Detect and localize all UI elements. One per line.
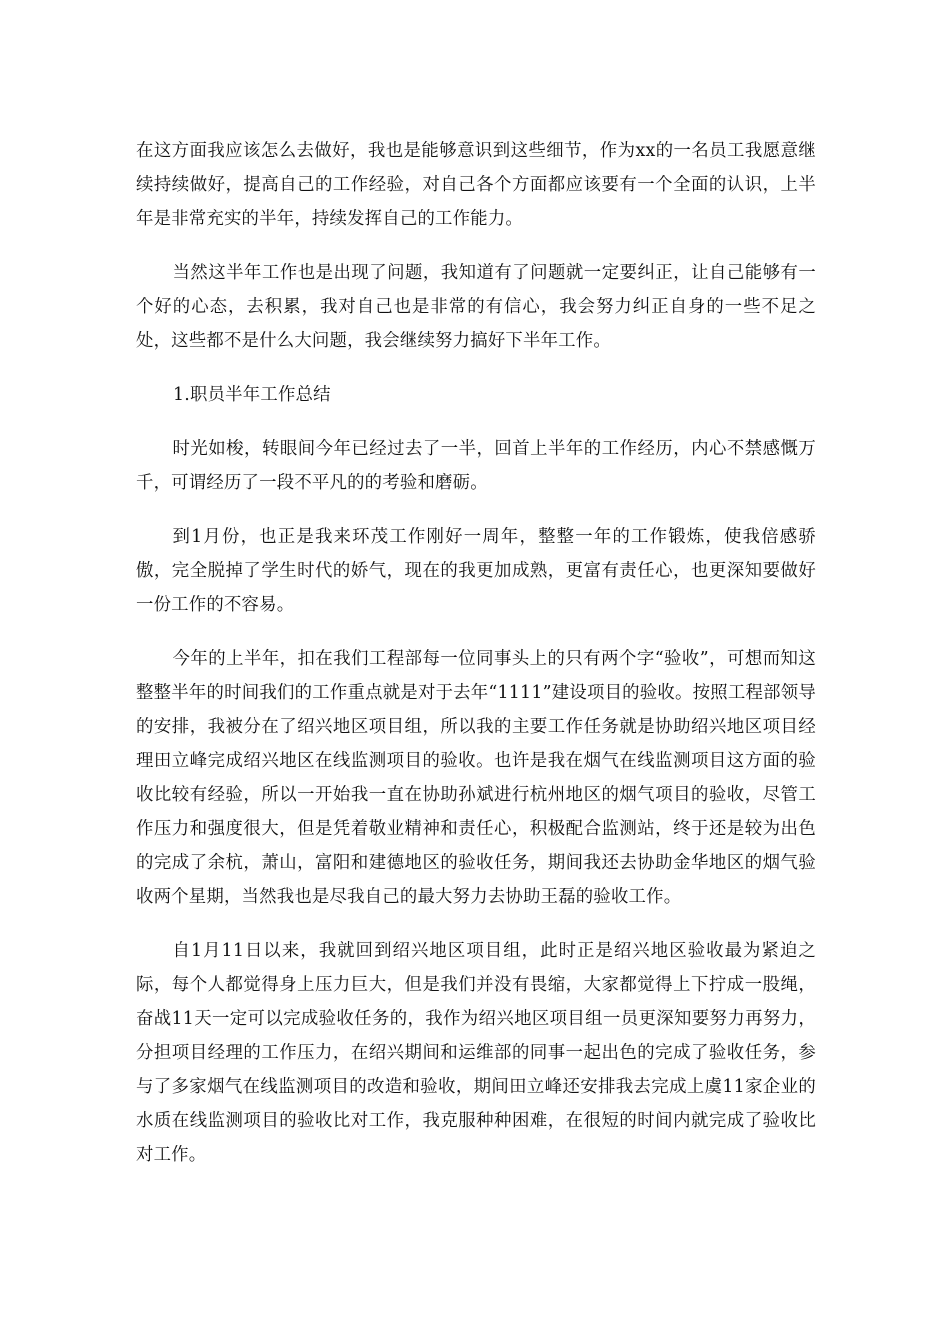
paragraph-anniversary: 到1月份，也正是我来环茂工作刚好一周年，整整一年的工作锻炼，使我倍感骄傲，完全脱掉了学生时代的娇气，现在的我更加成熟，更富有责任心，也更深知要做好一份工作的不容易。 xyxy=(136,527,816,615)
paragraph-continuation: 在这方面我应该怎么去做好，我也是能够意识到这些细节，作为xx的一名员工我愿意继续持续做好，提高自己的工作经验，对自己各个方面都应该要有一个全面的认识，上半年是非常充实的半年，持续发挥自己的工作能力。 xyxy=(136,141,816,229)
document-page xyxy=(136,134,816,1192)
paragraph-problems: 当然这半年工作也是出现了问题，我知道有了问题就一定要纠正，让自己能够有一个好的心态，去积累，我对自己也是非常的有信心，我会努力纠正自身的一些不足之处，这些都不是什么大问题，我会继续努力搞好下半年工作。 xyxy=(136,263,816,351)
section-heading: 1.职员半年工作总结 xyxy=(173,385,331,405)
paragraph-shaoxing-project: 自1月11日以来，我就回到绍兴地区项目组，此时正是绍兴地区验收最为紧迫之际，每个人都觉得身上压力巨大，但是我们并没有畏缩，大家都觉得上下拧成一股绳，奋战11天一定可以完成验收任务的，我作为绍兴地区项目组一员更深知要努力再努力，分担项目经理的工作压力，在绍兴期间和运维部的同事一起出色的完成了验收任务，参与了多家烟气在线监测项目的改造和验收，期间田立峰还安排我去完成上虞11家企业的水质在线监测项目的验收比对工作，我克服种种困难，在很短的时间内就完成了验收比对工作。 xyxy=(136,941,816,1165)
paragraph-time-flies: 时光如梭，转眼间今年已经过去了一半，回首上半年的工作经历，内心不禁感慨万千，可谓经历了一段不平凡的的考验和磨砺。 xyxy=(136,439,816,493)
paragraph-acceptance-work: 今年的上半年，扣在我们工程部每一位同事头上的只有两个字“验收”，可想而知这整整半年的时间我们的工作重点就是对于去年“1111”建设项目的验收。按照工程部领导的安排，我被分在了绍兴地区项目组，所以我的主要工作任务就是协助绍兴地区项目经理田立峰完成绍兴地区在线监测项目的验收。也许是我在烟气在线监测项目这方面的验收比较有经验，所以一开始我一直在协助孙斌进行杭州地区的烟气项目的验收，尽管工作压力和强度很大，但是凭着敬业精神和责任心，积极配合监测站，终于还是较为出色的完成了余杭，萧山，富阳和建德地区的验收任务，期间我还去协助金华地区的烟气验收两个星期，当然我也是尽我自己的最大努力去协助王磊的验收工作。 xyxy=(136,649,816,907)
